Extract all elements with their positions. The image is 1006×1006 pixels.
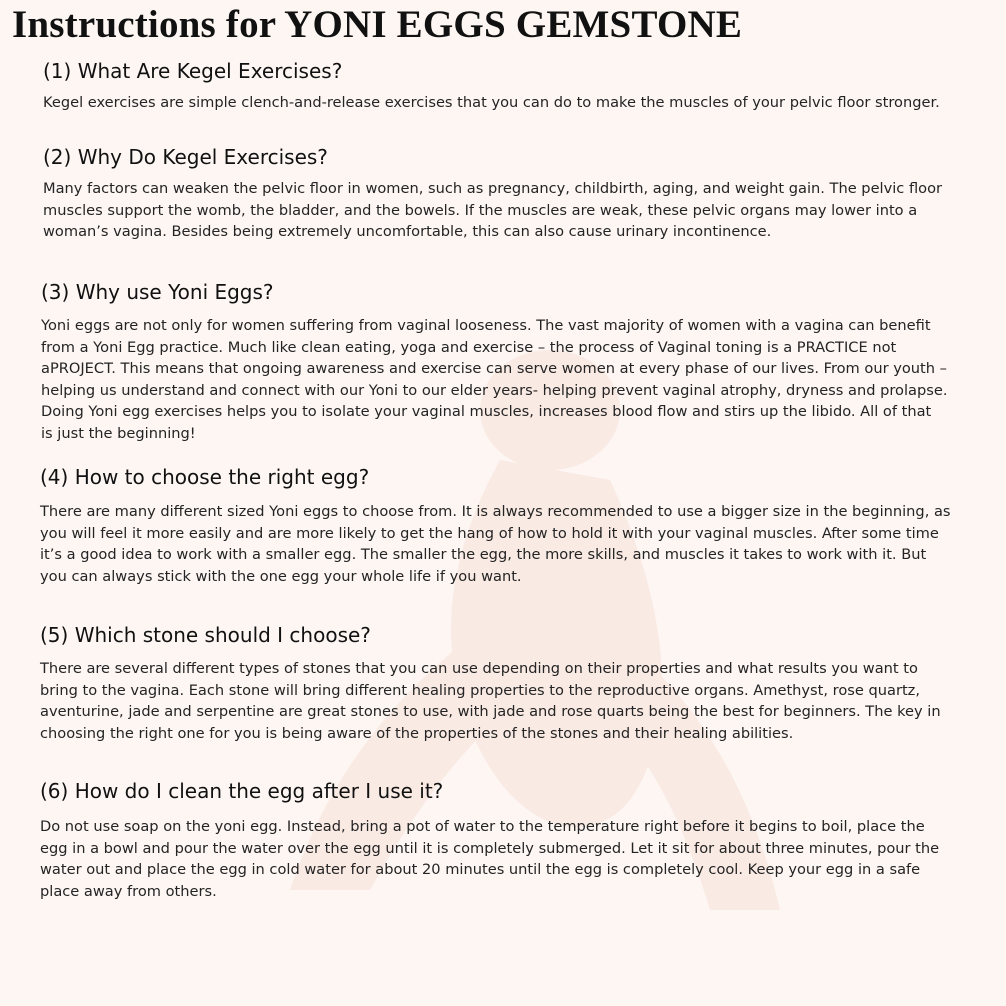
body-line: Yoni eggs are not only for women suffering from vaginal looseness. The vast majority of women with a vagina can benefit [41,317,931,334]
body-line: woman’s vagina. Besides being extremely uncomfortable, this can also cause urinary incontinence. [43,223,772,241]
body-line: you will feel it more easily and are more likely to get the hang of how to hold it with your vaginal muscles. After some time [40,524,939,542]
page-title: Instructions for YONI EGGS GEMSTONE [12,3,743,46]
body-line: bring to the vagina. Each stone will bring different healing properties to the reproductive organs. Amethyst, rose quartz, [40,681,920,699]
body-line: helping us understand and connect with our Yoni to our elder years- helping prevent vaginal atrophy, dryness and prolapse. [41,381,948,399]
section-body [43,92,993,114]
body-line: place away from others. [40,882,217,900]
section-heading: (1) What Are Kegel Exercises? [43,59,343,83]
body-line: Kegel exercises are simple clench-and-release exercises that you can do to make the muscles of your pelvic floor stronger. [43,94,940,111]
section-heading: (3) Why use Yoni Eggs? [41,280,274,304]
body-line: is just the beginning! [41,424,196,442]
body-line: Many factors can weaken the pelvic floor in women, such as pregnancy, childbirth, aging, and weight gain. The pelvic floor [43,180,943,197]
section-heading: (5) Which stone should I choose? [40,623,371,647]
section-body [40,658,990,744]
section-heading: (6) How do I clean the egg after I use it? [40,779,444,803]
section-body [40,816,990,902]
body-line: There are many different sized Yoni eggs to choose from. It is always recommended to use a bigger size in the beginning, as [40,503,951,520]
section-heading: (4) How to choose the right egg? [40,465,370,489]
body-line: muscles support the womb, the bladder, and the bowels. If the muscles are weak, these pelvic organs may lower into a [43,201,918,219]
section-body [43,178,993,243]
body-line: Doing Yoni egg exercises helps you to isolate your vaginal muscles, increases blood flow and stirs up the libido. All of that [41,403,932,421]
body-line: egg in a bowl and pour the water over the egg until it is completely submerged. Let it sit for about three minutes, pour the [40,839,940,857]
body-line: There are several different types of stones that you can use depending on their properties and what results you want to [40,660,918,677]
body-line: Do not use soap on the yoni egg. Instead, bring a pot of water to the temperature right before it begins to boil, place the [40,818,925,835]
section-body [41,315,991,445]
body-line: aventurine, jade and serpentine are great stones to use, with jade and rose quarts being the best for beginners. The key in [40,703,941,721]
section-heading: (2) Why Do Kegel Exercises? [43,145,328,169]
body-line: choosing the right one for you is being aware of the properties of the stones and their healing abilities. [40,724,794,742]
section-body [40,501,990,587]
body-line: aPROJECT. This means that ongoing awareness and exercise can serve women at every phase of our lives. From our youth – [41,360,947,378]
body-line: it’s a good idea to work with a smaller egg. The smaller the egg, the more skills, and muscles it takes to work with it. But [40,546,927,564]
body-line: you can always stick with the one egg your whole life if you want. [40,567,522,585]
body-line: from a Yoni Egg practice. Much like clean eating, yoga and exercise – the process of Vaginal toning is a PRACTICE not [41,338,897,356]
body-line: water out and place the egg in cold water for about 20 minutes until the egg is completely cool. Keep your egg in a safe [40,861,921,879]
